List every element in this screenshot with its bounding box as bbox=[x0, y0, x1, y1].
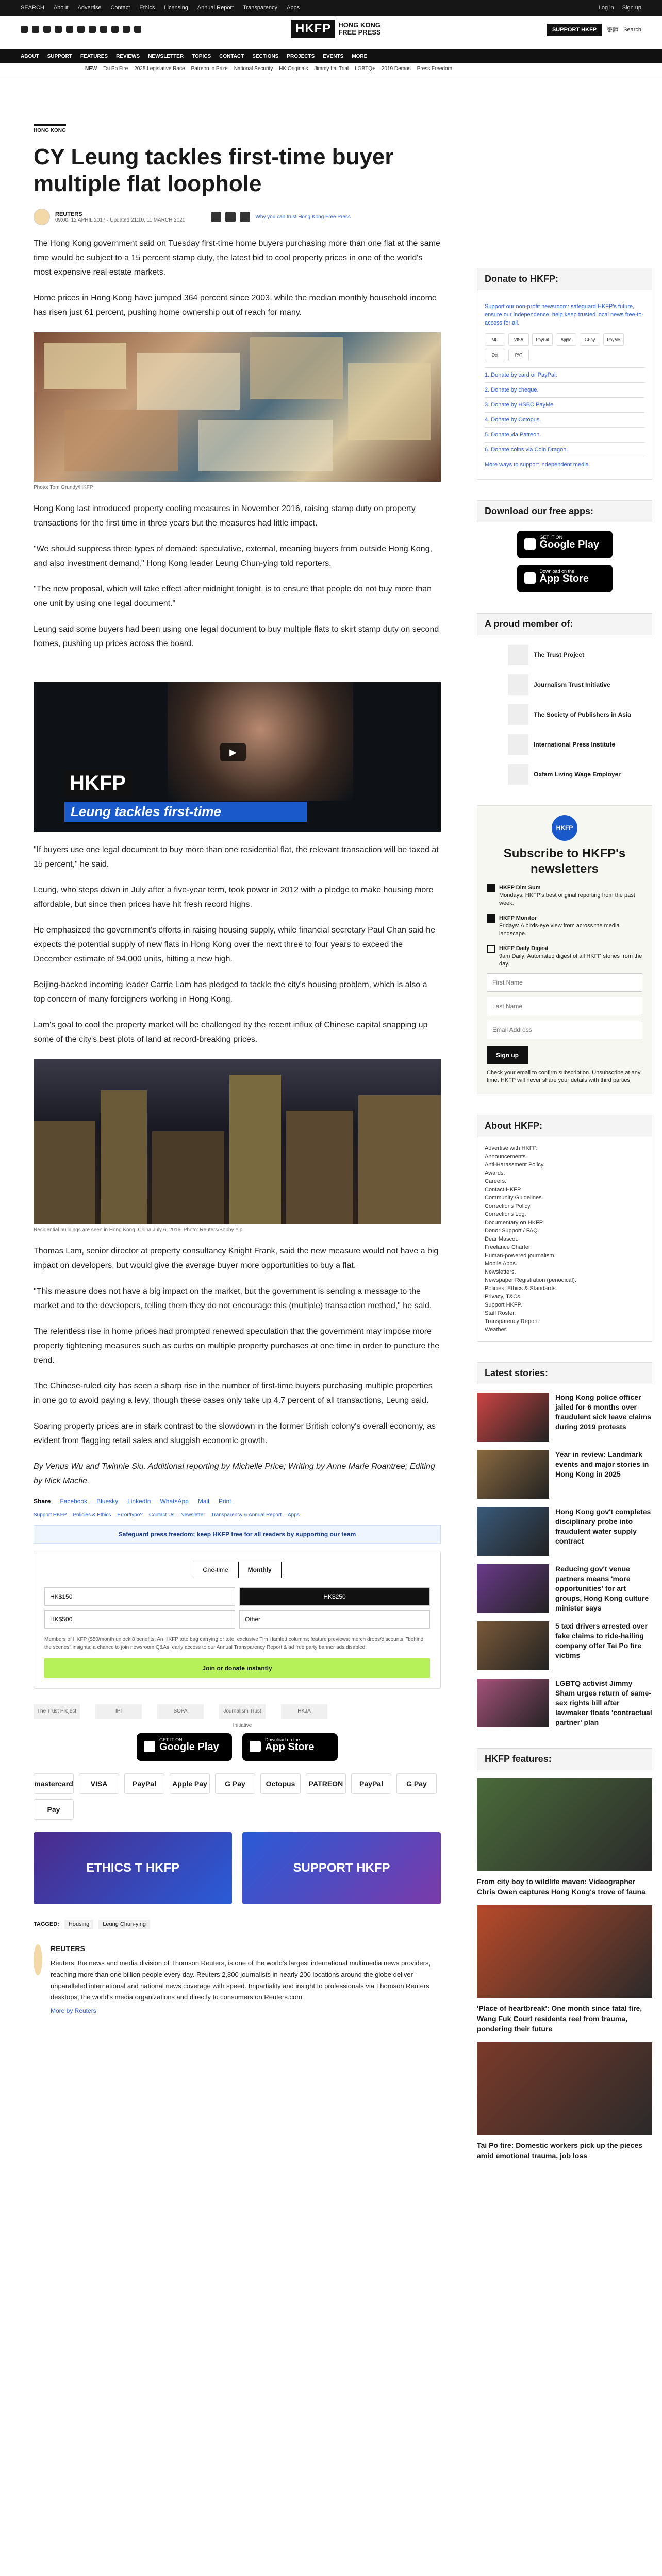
nav-item[interactable]: CONTACT bbox=[219, 54, 244, 59]
nav-item[interactable]: MORE bbox=[352, 54, 368, 59]
telegram-icon[interactable] bbox=[66, 26, 73, 33]
join-button[interactable]: Join or donate instantly bbox=[44, 1658, 430, 1678]
member-icon bbox=[508, 704, 528, 725]
author-avatar bbox=[34, 209, 50, 225]
video-player[interactable] bbox=[34, 682, 441, 832]
support-link[interactable]: Contact Us bbox=[148, 1512, 175, 1518]
about-link[interactable]: Announcements. bbox=[485, 1154, 527, 1160]
payment-logo: PayPal bbox=[124, 1773, 164, 1794]
feature-thumbnail[interactable] bbox=[477, 1905, 652, 1998]
donate-option[interactable]: 3. Donate by HSBC PayMe. bbox=[485, 397, 644, 412]
paragraph: Leung, who steps down in July after a five-year term, took power in 2012 with a pledge to make housing more affordable, but since then prices have hit fresh record highs. bbox=[34, 886, 434, 909]
topbar-link[interactable]: Apps bbox=[287, 5, 300, 11]
nav-item[interactable]: EVENTS bbox=[323, 54, 344, 59]
tag[interactable]: Housing bbox=[64, 1920, 93, 1929]
checkbox-checked[interactable] bbox=[487, 914, 495, 923]
share-link[interactable]: WhatsApp bbox=[160, 1498, 189, 1505]
paragraph: "We should suppress three types of demand: speculative, external, meaning buyers from outside Hong Kong, and also investment demand," Hong Kong leader Leung Chun-ying told reporters. bbox=[34, 545, 432, 568]
first-name-input[interactable] bbox=[487, 973, 642, 992]
twitter-icon[interactable] bbox=[32, 26, 39, 33]
about-link[interactable]: Staff Roster. bbox=[485, 1310, 516, 1316]
about-link[interactable]: Dear Mascot. bbox=[485, 1236, 519, 1242]
member-name: The Trust Project bbox=[534, 651, 585, 658]
about-link[interactable]: Awards. bbox=[485, 1170, 505, 1176]
subnav-item[interactable]: 2025 Legislative Race bbox=[134, 66, 185, 72]
print-icon[interactable] bbox=[240, 212, 250, 222]
paragraph: "This measure does not have a big impact on the market, but the government is sending a message to the market and to the developers, telling them they do not encourage this (multiple) transaction method," he said. bbox=[34, 1287, 432, 1310]
about-link[interactable]: Advertise with HKFP. bbox=[485, 1145, 538, 1151]
feature-thumbnail[interactable] bbox=[477, 2042, 652, 2135]
donate-text[interactable]: Support our non-profit newsroom: safeguard HKFP's future, ensure our independence, help keep trusted local news free-to-access for all. bbox=[485, 303, 644, 326]
byline: REUTERS 09:00, 12 APRIL 2017 · Updated 21:10, 11 MARCH 2020 Why you can trust Hong Kong Free Press bbox=[34, 209, 441, 225]
member-icon bbox=[508, 674, 528, 695]
paragraph: Beijing-backed incoming leader Carrie Lam has pledged to tackle the city's housing problem, which is also a top concern of many foreigners working in Hong Kong. bbox=[34, 980, 427, 1004]
apple-icon bbox=[524, 572, 536, 584]
topbar-link[interactable]: Contact bbox=[110, 5, 130, 11]
subnav-item[interactable]: Jimmy Lai Trial bbox=[314, 66, 349, 72]
member-name: International Press Institute bbox=[534, 741, 616, 748]
nav-item[interactable]: PROJECTS bbox=[287, 54, 315, 59]
about-link[interactable]: Transparency Report. bbox=[485, 1318, 539, 1325]
amount-option[interactable]: Other bbox=[239, 1610, 430, 1629]
latest-list bbox=[477, 1393, 652, 1727]
nav-item[interactable]: SUPPORT bbox=[47, 54, 72, 59]
facebook-icon[interactable] bbox=[211, 212, 221, 222]
subnav-item[interactable]: Patreon in Prize bbox=[191, 66, 228, 72]
paragraph: Hong Kong last introduced property cooling measures in November 2016, raising stamp duty on property transactions for the first time in three years but the measures had little impact. bbox=[34, 504, 416, 528]
features-heading: HKFP features: bbox=[477, 1748, 652, 1770]
top-bar bbox=[0, 0, 662, 16]
latest-heading: Latest stories: bbox=[477, 1362, 652, 1384]
logo-line2: FREE PRESS bbox=[338, 28, 381, 36]
paragraph: Home prices in Hong Kong have jumped 364 percent since 2003, while the median monthly household income has risen just 61 percent, pushing home ownership out of reach for many. bbox=[34, 294, 437, 317]
trust-link[interactable]: Why you can trust Hong Kong Free Press bbox=[255, 214, 351, 220]
share-row bbox=[34, 1498, 441, 1505]
header-right bbox=[547, 24, 641, 36]
member-logo[interactable] bbox=[508, 645, 652, 665]
account-link[interactable]: Log in bbox=[598, 5, 614, 11]
story-title[interactable]: Reducing gov't venue partners means 'more opportunities' for art groups, Hong Kong culture minister says bbox=[555, 1565, 649, 1612]
paragraph: "If buyers use one legal document to buy more than one residential flat, the relevant transaction will be taxed at 15 percent," he said. bbox=[34, 845, 439, 869]
feature-story[interactable] bbox=[477, 1778, 652, 1897]
hkfp-badge: HKFP bbox=[552, 815, 577, 841]
topbar-link[interactable]: About bbox=[53, 5, 69, 11]
article bbox=[34, 124, 441, 2014]
logo-box: HKFP bbox=[291, 20, 335, 38]
about-link[interactable]: Weather. bbox=[485, 1327, 507, 1333]
tags-label: TAGGED: bbox=[34, 1921, 59, 1927]
video-title: Leung tackles first-time bbox=[64, 802, 307, 822]
donate-heading: Donate to HKFP: bbox=[477, 268, 652, 290]
sub-nav bbox=[0, 63, 662, 75]
about-link[interactable]: Anti-Harassment Policy. bbox=[485, 1162, 545, 1168]
nav-item[interactable]: NEWSLETTER bbox=[148, 54, 184, 59]
partner-logo[interactable]: IPI bbox=[95, 1704, 142, 1719]
app-store-button[interactable]: Download on the App Store bbox=[517, 565, 613, 592]
tab-monthly[interactable]: Monthly bbox=[238, 1562, 282, 1578]
member-name: The Society of Publishers in Asia bbox=[534, 711, 631, 718]
about-link[interactable]: Newspaper Registration (periodical). bbox=[485, 1277, 576, 1283]
email-input[interactable] bbox=[487, 1021, 642, 1039]
donate-option[interactable]: 6. Donate coins via Coin Dragon. bbox=[485, 442, 644, 457]
article-photo-signs bbox=[34, 332, 441, 482]
tag[interactable]: Leung Chun-ying bbox=[98, 1920, 150, 1929]
twitter-icon[interactable] bbox=[225, 212, 236, 222]
paragraph: Soaring property prices are in stark contrast to the slowdown in the former British colony's overall economy, as evident from flagging retail sales and sluggish economic growth. bbox=[34, 1422, 436, 1445]
bluesky-icon[interactable] bbox=[100, 26, 107, 33]
sidebar bbox=[477, 268, 652, 2161]
donate-option[interactable]: More ways to support independent media. bbox=[485, 457, 644, 472]
member-name: Oxfam Living Wage Employer bbox=[534, 771, 621, 778]
about-link[interactable]: Community Guidelines. bbox=[485, 1195, 543, 1201]
topbar-link[interactable]: Advertise bbox=[77, 5, 102, 11]
photo-pattern bbox=[34, 332, 441, 482]
story-thumbnail[interactable] bbox=[477, 1621, 549, 1670]
partner-logo[interactable]: Journalism Trust Initiative bbox=[219, 1704, 266, 1719]
google-play-button[interactable]: GET IT ON Google Play bbox=[517, 531, 613, 558]
member-logo[interactable] bbox=[508, 764, 652, 785]
newsletter-option[interactable]: HKFP Dim Sum Mondays: HKFP's best original reporting from the past week. bbox=[487, 884, 642, 907]
paragraph: Thomas Lam, senior director at property consultancy Knight Frank, said the new measure would not have a big impact on developers, but would give the average buyer more opportunities to buy a flat. bbox=[34, 1247, 439, 1270]
support-promo[interactable]: SUPPORT HKFP bbox=[242, 1832, 441, 1904]
share-link[interactable]: Mail bbox=[197, 1498, 209, 1505]
about-link[interactable]: Contact HKFP. bbox=[485, 1187, 522, 1193]
credits: By Venus Wu and Twinnie Siu. Additional reporting by Michelle Price; Writing by Anne Marie Roantree; Editing by Nick Macfie. bbox=[34, 1462, 435, 1485]
partner-logo[interactable]: The Trust Project bbox=[34, 1704, 80, 1719]
share-label: Share bbox=[34, 1498, 51, 1505]
support-button[interactable]: SUPPORT HKFP bbox=[547, 24, 602, 36]
article-photo-buildings bbox=[34, 1059, 441, 1224]
donate-widget bbox=[34, 1551, 441, 1689]
nav-item[interactable]: FEATURES bbox=[80, 54, 108, 59]
support-link[interactable]: Newsletter bbox=[180, 1512, 205, 1518]
payment-logo: G Pay bbox=[396, 1773, 437, 1794]
topbar-link[interactable]: Annual Report bbox=[197, 5, 234, 11]
donate-option[interactable]: 4. Donate by Octopus. bbox=[485, 412, 644, 427]
paragraph: The relentless rise in home prices had prompted renewed speculation that the government may impose more property tightening measures such as curbs on multiple property purchases at one time in order to puncture the trend. bbox=[34, 1327, 440, 1365]
member-icon bbox=[508, 764, 528, 785]
nav-item[interactable]: SECTIONS bbox=[252, 54, 279, 59]
payment-methods bbox=[34, 1773, 441, 1820]
paragraph: The Chinese-ruled city has seen a sharp rise in the number of first-time buyers purchasing multiple properties in one go to avoid paying a levy, though these cases only take up 4.7 percent of all transactions, Leung said. bbox=[34, 1382, 433, 1405]
membership-note: Members of HKFP ($50/month unlock 8 benefits: An HKFP tote bag carrying or tote; exclusive Tim Hamlett columns; feature previews; merch drops/discounts; "behind the scenes" insights; a chance to join newsroom Q&As, early access to our Annual Transparency Report & ad free party banner ads disabled. bbox=[44, 1637, 424, 1650]
newsletter-option[interactable]: HKFP Monitor Fridays: A birds-eye view from across the media landscape. bbox=[487, 914, 642, 938]
play-icon[interactable]: ▶ bbox=[220, 743, 246, 761]
amount-option[interactable]: HK$500 bbox=[44, 1610, 235, 1629]
paragraph: "The new proposal, which will take effect after midnight tonight, is to ensure that people do not buy more than one unit by using one legal document." bbox=[34, 585, 432, 608]
about-link[interactable]: Privacy, T&Cs. bbox=[485, 1294, 522, 1300]
linkedin-icon[interactable] bbox=[77, 26, 85, 33]
support-links bbox=[34, 1512, 441, 1518]
paragraph: The Hong Kong government said on Tuesday first-time home buyers purchasing more than one flat at the same time would be subject to a 15 percent stamp duty, the latest bid to cool property prices in one of the world's most expensive real estate markets. bbox=[34, 239, 440, 277]
payment-logo: Pay bbox=[34, 1799, 74, 1820]
account-link[interactable]: Sign up bbox=[622, 5, 641, 11]
partner-logo[interactable]: HKJA bbox=[281, 1704, 327, 1719]
share-link[interactable]: Bluesky bbox=[96, 1498, 119, 1505]
language-toggle[interactable]: 繁體 bbox=[607, 27, 619, 33]
share-link[interactable]: Facebook bbox=[60, 1498, 88, 1505]
site-logo[interactable] bbox=[291, 20, 381, 38]
story-title[interactable]: Year in review: Landmark events and major stories in Hong Kong in 2025 bbox=[555, 1450, 649, 1478]
payment-logo: PayPal bbox=[532, 333, 553, 346]
share-link[interactable]: LinkedIn bbox=[127, 1498, 151, 1505]
photo-caption: Photo: Tom Grundy/HKFP bbox=[34, 485, 93, 490]
story-thumbnail[interactable] bbox=[477, 1507, 549, 1556]
payment-logo: PATREON bbox=[306, 1773, 346, 1794]
support-link[interactable]: Support HKFP bbox=[34, 1512, 67, 1518]
paragraph: He emphasized the government's efforts in raising housing supply, while financial secretary Paul Chan said he expects the potential supply of new flats in Hong Kong over the next three to four years to exceed the December estimate of 94,000 units, hitting a new high. bbox=[34, 926, 435, 963]
author-box-name[interactable]: REUTERS bbox=[50, 1944, 85, 1953]
last-name-input[interactable] bbox=[487, 997, 642, 1015]
latest-story[interactable] bbox=[477, 1621, 652, 1670]
author-name[interactable]: REUTERS bbox=[55, 211, 82, 217]
threads-icon[interactable] bbox=[89, 26, 96, 33]
about-link[interactable]: Mobile Apps. bbox=[485, 1261, 517, 1267]
google-play-icon bbox=[524, 538, 536, 550]
payment-logo: Apple Pay bbox=[170, 1773, 210, 1794]
newsletter-note: Check your email to confirm subscription. Unsubscribe at any time. HKFP will never share your details with third parties. bbox=[487, 1070, 641, 1083]
feature-story[interactable] bbox=[477, 1905, 652, 2034]
payment-logo: Oct bbox=[485, 349, 505, 361]
support-link[interactable]: Transparency & Annual Report bbox=[211, 1512, 282, 1518]
story-title[interactable]: Hong Kong police officer jailed for 6 months over fraudulent sick leave claims during 2019 protests bbox=[555, 1393, 651, 1431]
story-title[interactable]: Hong Kong gov't completes disciplinary probe into fraudulent water supply contract bbox=[555, 1507, 651, 1545]
donate-option[interactable]: 1. Donate by card or PayPal. bbox=[485, 367, 644, 382]
payment-logo: Octopus bbox=[260, 1773, 301, 1794]
about-link[interactable]: Corrections Log. bbox=[485, 1211, 526, 1217]
subnav-item[interactable]: 2019 Demos bbox=[381, 66, 411, 72]
ethics-promo[interactable]: ETHICS T HKFP bbox=[34, 1832, 232, 1904]
tags bbox=[34, 1920, 441, 1929]
about-link[interactable]: Freelance Charter. bbox=[485, 1244, 532, 1250]
checkbox[interactable] bbox=[487, 945, 495, 953]
newsletter-option[interactable]: HKFP Daily Digest 9am Daily: Automated digest of all HKFP stories from the day. bbox=[487, 945, 642, 968]
amount-option[interactable]: HK$150 bbox=[44, 1587, 235, 1606]
feature-story[interactable] bbox=[477, 2042, 652, 2161]
about-link[interactable]: Corrections Policy. bbox=[485, 1203, 532, 1209]
donate-pay-icons bbox=[485, 333, 644, 361]
safeguard-banner[interactable]: Safeguard press freedom; keep HKFP free for all readers by supporting our team bbox=[34, 1525, 441, 1544]
donate-list bbox=[485, 367, 644, 472]
support-link[interactable]: Error/typo? bbox=[117, 1512, 143, 1518]
member-name: Journalism Trust Initiative bbox=[534, 681, 610, 688]
story-title[interactable]: 5 taxi drivers arrested over fake claims to ride-hailing company offer Tai Po fire victims bbox=[555, 1622, 648, 1659]
about-link[interactable]: Newsletters. bbox=[485, 1269, 516, 1275]
latest-story[interactable] bbox=[477, 1507, 652, 1556]
video-logo: HKFP bbox=[63, 770, 132, 797]
about-link[interactable]: Policies, Ethics & Standards. bbox=[485, 1285, 557, 1292]
checkbox-checked[interactable] bbox=[487, 884, 495, 892]
member-list bbox=[477, 645, 652, 785]
topbar-link[interactable]: Transparency bbox=[243, 5, 277, 11]
latest-story[interactable] bbox=[477, 1393, 652, 1442]
payment-logo: VISA bbox=[79, 1773, 119, 1794]
about-link[interactable]: Careers. bbox=[485, 1178, 507, 1184]
publish-date: 09:00, 12 APRIL 2017 bbox=[55, 217, 106, 223]
feature-title[interactable]: Tai Po fire: Domestic workers pick up the pieces amid emotional trauma, job loss bbox=[477, 2141, 643, 2160]
partner-logo[interactable]: SOPA bbox=[157, 1704, 204, 1719]
member-logo[interactable] bbox=[508, 734, 652, 755]
about-list bbox=[477, 1137, 652, 1342]
about-link[interactable]: Documentary on HKFP. bbox=[485, 1219, 544, 1226]
support-link[interactable]: Apps bbox=[287, 1512, 300, 1518]
search-link[interactable]: Search bbox=[623, 27, 641, 33]
features-list bbox=[477, 1778, 652, 2161]
youtube-icon[interactable] bbox=[55, 26, 62, 33]
paragraph: Lam's goal to cool the property market will be challenged by the recent influx of Chinese capital snapping up some of the city's best plots of land at record-breaking prices. bbox=[34, 1021, 428, 1044]
payment-logo: Apple bbox=[556, 333, 576, 346]
rss-icon[interactable] bbox=[123, 26, 130, 33]
subnav-item[interactable]: HK Originals bbox=[279, 66, 308, 72]
payment-logo: mastercard bbox=[34, 1773, 74, 1794]
about-link[interactable]: Donor Support / FAQ. bbox=[485, 1228, 539, 1234]
logo-line1: HONG KONG bbox=[338, 21, 380, 29]
article-title: CY Leung tackles first-time buyer multiple flat loophole bbox=[34, 144, 394, 196]
app-store-button[interactable]: Download on the App Store bbox=[242, 1733, 338, 1761]
payment-logo: PayPal bbox=[351, 1773, 391, 1794]
nav-item[interactable]: REVIEWS bbox=[116, 54, 140, 59]
payment-logo: VISA bbox=[508, 333, 529, 346]
author-avatar bbox=[34, 1944, 42, 1975]
feature-thumbnail[interactable] bbox=[477, 1778, 652, 1871]
apple-icon bbox=[250, 1741, 261, 1752]
payment-logo: GPay bbox=[580, 333, 600, 346]
member-icon bbox=[508, 734, 528, 755]
author-box bbox=[34, 1944, 441, 2014]
latest-story[interactable] bbox=[477, 1679, 652, 1727]
newsletter-title: Subscribe to HKFP's newsletters bbox=[503, 846, 626, 876]
nav-item[interactable]: ABOUT bbox=[21, 54, 39, 59]
email-icon[interactable] bbox=[134, 26, 141, 33]
subnav-item[interactable]: LGBTQ+ bbox=[355, 66, 375, 72]
facebook-icon[interactable] bbox=[21, 26, 28, 33]
video-thumbnail bbox=[168, 682, 353, 801]
member-icon bbox=[508, 645, 528, 665]
member-logo[interactable] bbox=[508, 704, 652, 725]
tab-one-time[interactable]: One-time bbox=[193, 1562, 238, 1578]
member-heading: A proud member of: bbox=[477, 613, 652, 635]
about-link[interactable]: Human-powered journalism. bbox=[485, 1252, 556, 1259]
member-logo[interactable] bbox=[508, 674, 652, 695]
instagram-icon[interactable] bbox=[43, 26, 51, 33]
mastodon-icon[interactable] bbox=[111, 26, 119, 33]
topbar-link[interactable]: Licensing bbox=[164, 5, 188, 11]
skyline bbox=[34, 1059, 441, 1224]
feature-title[interactable]: 'Place of heartbreak': One month since fatal fire, Wang Fuk Court residents reel from trauma, pondering their future bbox=[477, 2004, 642, 2033]
subnav-item[interactable]: National Security bbox=[234, 66, 273, 72]
subnav-item[interactable]: Press Freedom bbox=[417, 66, 452, 72]
story-thumbnail[interactable] bbox=[477, 1679, 549, 1727]
subnav-new-label: NEW bbox=[85, 66, 97, 72]
payment-logo: PAT bbox=[508, 349, 529, 361]
payment-logo: MC bbox=[485, 333, 505, 346]
apps-heading: Download our free apps: bbox=[477, 500, 652, 522]
newsletter-box bbox=[477, 805, 652, 1094]
updated-date: Updated 21:10, 11 MARCH 2020 bbox=[110, 217, 186, 223]
donate-option[interactable]: 2. Donate by cheque. bbox=[485, 382, 644, 397]
payment-logo: G Pay bbox=[215, 1773, 255, 1794]
about-heading: About HKFP: bbox=[477, 1115, 652, 1137]
story-thumbnail[interactable] bbox=[477, 1450, 549, 1499]
google-play-icon bbox=[144, 1741, 155, 1752]
signup-button[interactable]: Sign up bbox=[487, 1046, 528, 1064]
feature-title[interactable]: From city boy to wildlife maven: Videographer Chris Owen captures Hong Kong's trove of fauna bbox=[477, 1877, 646, 1896]
payment-logo: PayMe bbox=[603, 333, 624, 346]
subnav-item[interactable]: Tai Po Fire bbox=[103, 66, 128, 72]
share-link[interactable]: Print bbox=[218, 1498, 231, 1505]
article-kicker[interactable]: HONG KONG bbox=[34, 124, 66, 133]
google-play-button[interactable]: GET IT ON Google Play bbox=[137, 1733, 232, 1761]
search-link[interactable]: SEARCH bbox=[21, 5, 44, 11]
support-link[interactable]: Policies & Ethics bbox=[73, 1512, 111, 1518]
social-icons bbox=[21, 26, 141, 33]
story-thumbnail[interactable] bbox=[477, 1393, 549, 1442]
main-nav bbox=[0, 49, 662, 63]
amount-option-selected[interactable]: HK$250 bbox=[239, 1587, 430, 1606]
about-link[interactable]: Support HKFP. bbox=[485, 1302, 522, 1308]
donate-option[interactable]: 5. Donate via Patreon. bbox=[485, 427, 644, 442]
story-thumbnail[interactable] bbox=[477, 1564, 549, 1613]
latest-story[interactable] bbox=[477, 1450, 652, 1499]
topbar-link[interactable]: Ethics bbox=[139, 5, 155, 11]
photo-caption: Residential buildings are seen in Hong Kong, China July 6, 2016. Photo: Reuters/Bobby Yip. bbox=[34, 1227, 244, 1233]
more-by-author[interactable]: More by Reuters bbox=[50, 2007, 96, 2014]
story-title[interactable]: LGBTQ activist Jimmy Sham urges return of same-sex rights bill after lawmaker floats 'contractual partner' plan bbox=[555, 1679, 652, 1726]
author-bio: Reuters, the news and media division of Thomson Reuters, is one of the world's largest international multimedia news providers, reaching more than one billion people every day. Reuters 2,800 journalists in nearly 200 locations around the globe deliver unparalleled international and national news coverage with speed. Impartiality and insight to professionals via Thomson Reuters desktops, the world's media organizations and directly to consumers on Reuters.com bbox=[50, 1959, 431, 2001]
nav-item[interactable]: TOPICS bbox=[192, 54, 211, 59]
latest-story[interactable] bbox=[477, 1564, 652, 1613]
paragraph: Leung said some buyers had been using one legal document to buy multiple flats to skirt stamp duty on second homes, pushing up prices across the board. bbox=[34, 625, 439, 648]
partner-logos bbox=[34, 1704, 441, 1728]
